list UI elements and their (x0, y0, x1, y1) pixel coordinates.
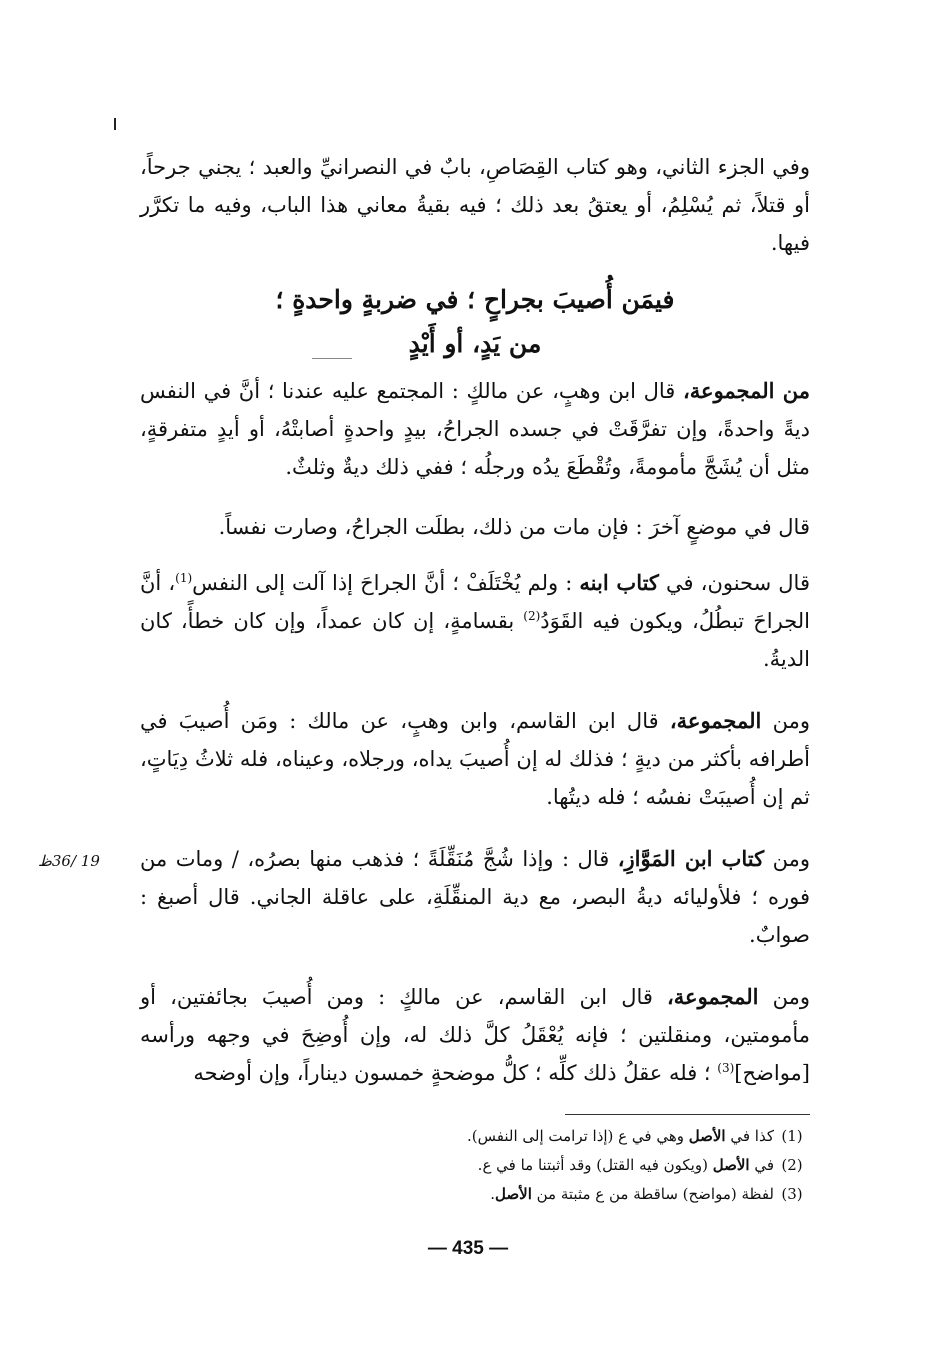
footnote-ref-3: (3) (717, 1061, 735, 1075)
intro-text: وفي الجزء الثاني، وهو كتاب القِصَاصِ، بابٌ في النصرانيِّ والعبد ؛ يجني جرحاً، أو قتلاً، ثم يُسْلِمُ، أو يعتقُ بعد ذلك ؛ فيه بقيةُ معاني هذا الباب، وفيه ما تكرَّر فيها. (140, 155, 810, 255)
footnotes (380, 1122, 810, 1209)
paragraph-4-text: قال ابن القاسم، وابن وهبٍ، عن مالك : ومَن أُصيبَ في أطرافه بأكثر من ديةٍ ؛ فذلك له إن أُصيبَ يداه، ورجلاه، وعيناه، فله ثلاثُ دِيَاتٍ، ثم إن أُصيبَتْ نفسُه ؛ فله ديتُها. (140, 709, 810, 809)
paragraph-5-pre: ومن (764, 847, 810, 871)
paragraph-3-text: : ولم يُخْتَلَفْ ؛ أنَّ الجراحَ إذا آلت إلى النفس (192, 571, 580, 595)
manuscript-folio-note: 19 /36ظ (38, 852, 100, 870)
footnote-1-pre: كذا في (725, 1127, 774, 1145)
footnote-3 (380, 1180, 810, 1209)
paragraph-5-text: قال : وإذا شُجَّ مُنَقِّلَةً ؛ فذهب منها بصرُه، / ومات من فوره ؛ فلأوليائه ديةُ البصر، مع دية المنقِّلَةِ، على عاقلة الجاني. قال أصبغ : صوابٌ. (140, 847, 810, 947)
paragraph-3-lead: كتاب ابنه (579, 570, 659, 595)
paragraph-3-pre: قال سحنون، في (658, 571, 810, 595)
paragraph-5 (140, 840, 810, 954)
page-number: — 435 — (427, 1238, 509, 1259)
footnote-3-number: (3) (781, 1185, 803, 1203)
margin-tick-mark (114, 118, 116, 130)
footnote-2-bold: الأصل (712, 1156, 750, 1174)
footnote-3-bold: الأصل (495, 1185, 532, 1203)
paragraph-6-pre: ومن (758, 985, 810, 1009)
paragraph-4 (140, 702, 810, 816)
footnote-3-pre: لفظة (مواضح) ساقطة من ع مثبتة من (531, 1185, 774, 1203)
intro-paragraph (140, 148, 810, 262)
paragraph-1-lead: من المجموعة، (683, 378, 811, 403)
footnote-2 (380, 1151, 810, 1180)
paragraph-6 (140, 978, 810, 1092)
footnote-2-number: (2) (781, 1156, 803, 1174)
paragraph-6-lead: المجموعة، (667, 984, 759, 1009)
footnote-2-pre: في (749, 1156, 774, 1174)
paragraph-3-text-3: بقسامةٍ، إن كان عمداً، وإن كان خطأً، كان الديةُ. (140, 609, 810, 671)
footnote-1 (380, 1122, 810, 1151)
footnote-2-post: (ويكون فيه القتل) وقد أثبتنا ما في ع. (477, 1156, 713, 1174)
footnote-ref-1: (1) (175, 571, 193, 585)
paragraph-6-text: قال ابن القاسم، عن مالكٍ : ومن أُصيبَ بجائفتين، أو مأمومتين، ومنقلتين ؛ فإنه يُعْقَلُ كلَّ ذلك له، وإن أُوضِحَ في وجهه ورأسه [مواضح] (140, 985, 810, 1085)
heading-line-2: من يَدٍ، أو أَيْدٍ (408, 329, 542, 358)
paragraph-6-text-2: ؛ فله عقلُ ذلك كلِّه ؛ كلُّ موضحةٍ خمسون ديناراً، وإن أوضحه (193, 1061, 718, 1085)
paragraph-4-pre: ومن (761, 709, 810, 733)
footnote-3-post: . (490, 1185, 496, 1203)
section-heading (140, 278, 810, 366)
heading-line-1: فيمَن أُصيبَ بجراحٍ ؛ في ضربةٍ واحدةٍ ؛ (275, 285, 675, 314)
paragraph-2 (140, 508, 810, 546)
footnote-1-number: (1) (781, 1127, 803, 1145)
paragraph-3-text-2: ، أنَّ الجراحَ تبطُلُ، ويكون فيه القَوَدُ (140, 571, 810, 633)
paragraph-2-text: قال في موضعٍ آخرَ : فإن مات من ذلك، بطلَت الجراحُ، وصارت نفساً. (218, 515, 810, 539)
footnote-ref-2: (2) (523, 609, 541, 623)
paragraph-1 (140, 372, 810, 486)
heading-underline (312, 358, 352, 359)
footnote-1-post: وهي في ع (إذا ترامت إلى النفس). (467, 1127, 689, 1145)
paragraph-3 (140, 564, 810, 678)
paragraph-1-text: قال ابن وهبٍ، عن مالكٍ : المجتمع عليه عندنا ؛ أنَّ في النفس ديةً واحدةً، وإن تفرَّقَتْ في جسده الجراحُ، بيدٍ واحدةٍ أصابتْهُ، أو أيدٍ متفرقةٍ، مثل أن يُشَجَّ مأمومةً، وتُقْطَعَ يدُه ورجلُه ؛ ففي ذلك ديةٌ وثلثٌ. (140, 379, 810, 479)
paragraph-5-lead: كتاب ابن المَوَّازِ، (617, 846, 765, 871)
footnote-separator (565, 1114, 810, 1115)
paragraph-4-lead: المجموعة، (669, 708, 762, 733)
footnote-1-bold: الأصل (688, 1127, 726, 1145)
